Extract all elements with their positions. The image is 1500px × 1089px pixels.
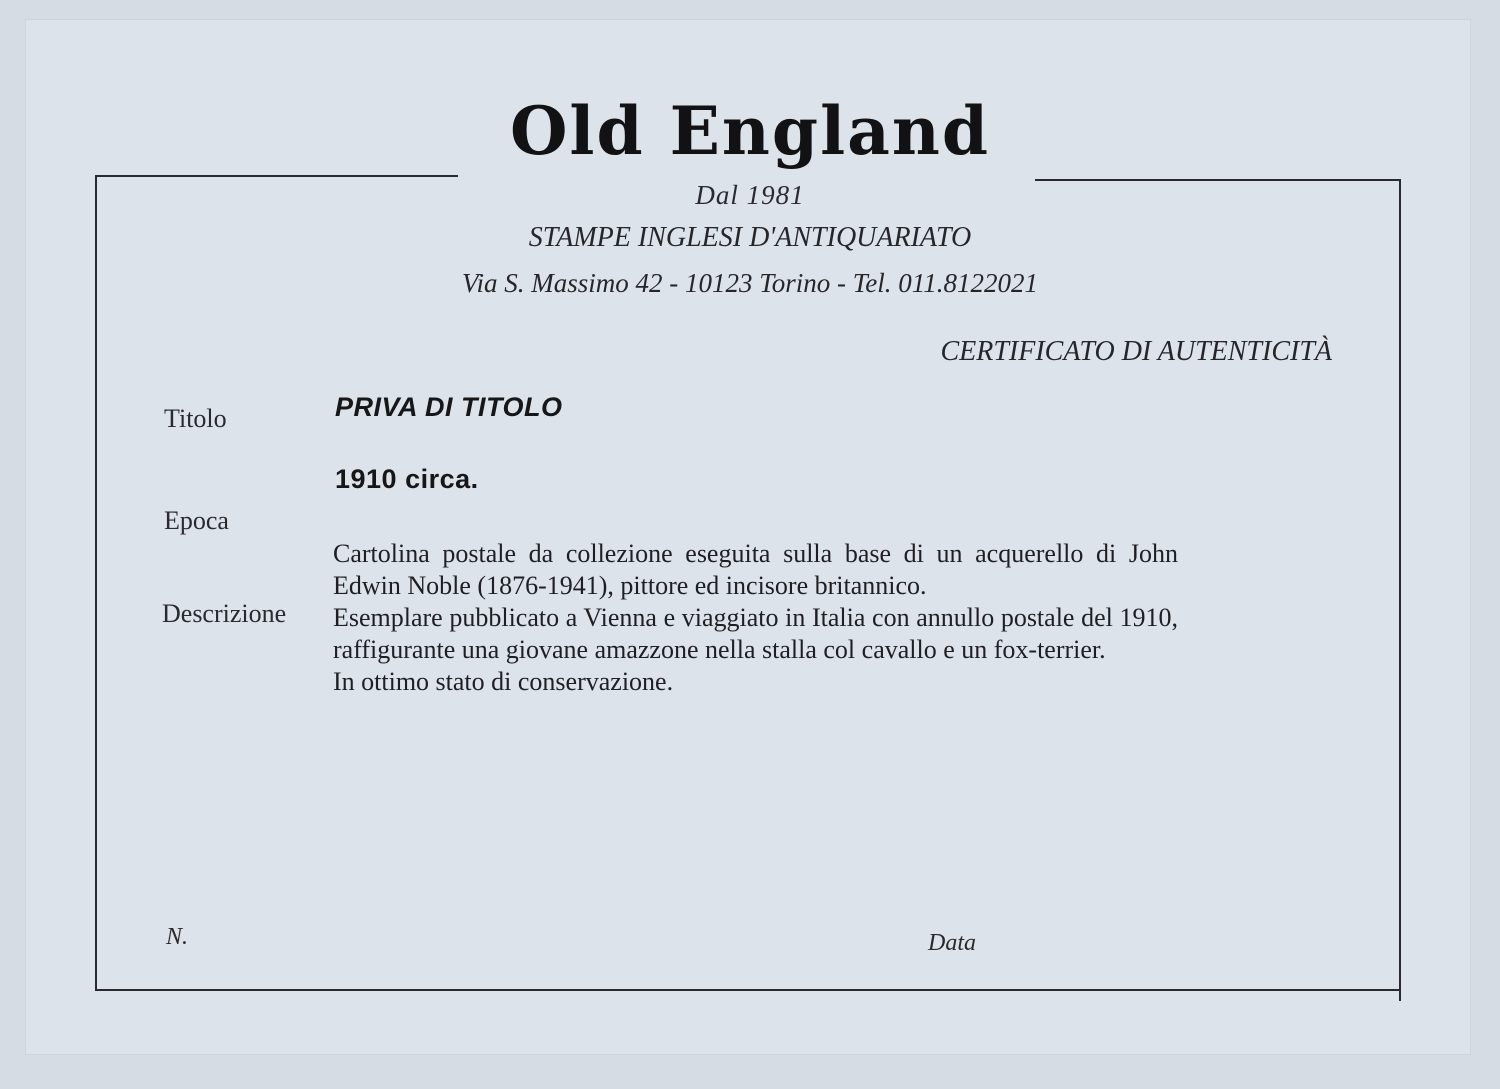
description-paragraph: Cartolina postale da collezione eseguita sulla base di un acquerello di John Edwin Noble (1876-1941), pittore ed incisore britannico. bbox=[333, 539, 1178, 600]
shop-address: Via S. Massimo 42 - 10123 Torino - Tel. 011.8122021 bbox=[461, 268, 1039, 298]
description-label: Descrizione bbox=[162, 599, 287, 628]
epoch-value: 1910 circa. bbox=[335, 464, 479, 494]
shop-subtitle: STAMPE INGLESI D'ANTIQUARIATO bbox=[528, 222, 972, 253]
title-value: PRIVA DI TITOLO bbox=[335, 392, 563, 422]
description-body bbox=[333, 538, 1178, 698]
number-label: N. bbox=[166, 924, 189, 950]
frame-top-left-line bbox=[95, 175, 458, 177]
since-signature: Dal 1981 bbox=[695, 180, 805, 210]
description-paragraph: In ottimo stato di conservazione. bbox=[333, 667, 674, 696]
description-paragraph: Esemplare pubblicato a Vienna e viaggiato in Italia con annullo postale del 1910, raffigurante una giovane amazzone nella stalla col cavallo e un fox-terrier. bbox=[333, 603, 1178, 664]
epoch-label: Epoca bbox=[164, 506, 229, 535]
frame-bottom-line bbox=[95, 989, 1400, 991]
title-label: Titolo bbox=[164, 404, 227, 433]
certificate-heading: CERTIFICATO DI AUTENTICITÀ bbox=[940, 336, 1332, 367]
frame-right-line bbox=[1399, 180, 1401, 1001]
brand-logo: Old England bbox=[509, 92, 991, 170]
date-label: Data bbox=[928, 930, 976, 956]
